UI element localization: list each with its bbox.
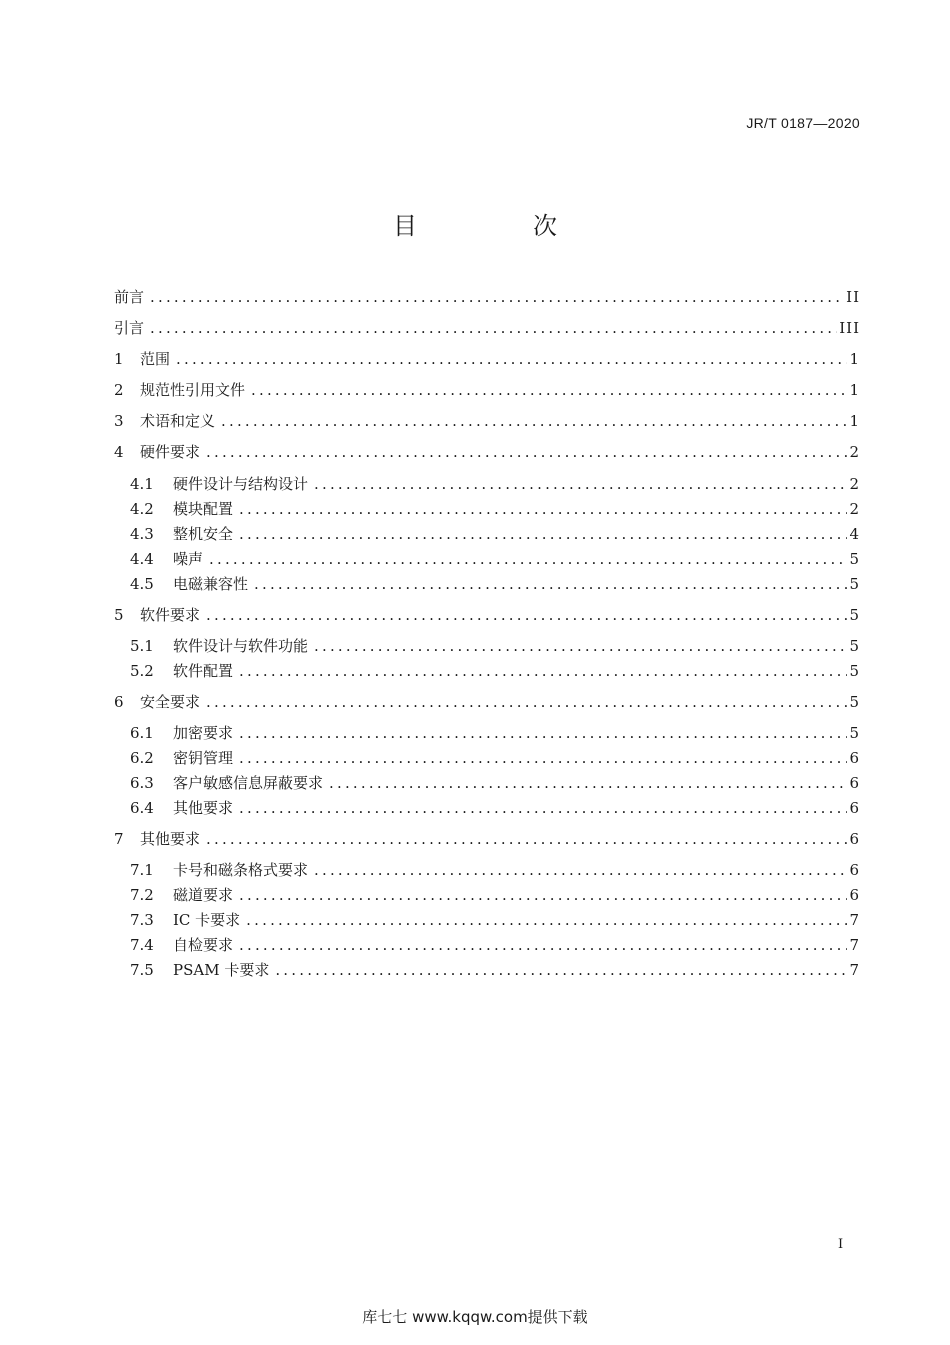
toc-entry-page: 2 [849,443,860,461]
toc-entry-label: 硬件设计与结构设计 [173,475,309,493]
page-number: I [838,1237,844,1252]
dot-leader [275,959,847,981]
toc-entry-number: 7.4 [130,936,154,954]
toc-entry-number: 2 [114,381,124,399]
dot-leader [239,722,847,744]
toc-entry[interactable] [130,797,860,819]
toc-entry[interactable] [130,573,860,595]
toc-entry-number: 6.4 [130,799,154,817]
toc-entry[interactable] [114,317,860,339]
toc-entry-number: 6.3 [130,774,154,792]
toc-entry-page: 7 [849,961,860,979]
toc-entry[interactable] [114,441,860,463]
toc-entry[interactable] [130,635,860,657]
toc-entry-page: 5 [849,693,860,711]
download-footer: 库七七 www.kqqw.com提供下载 [362,1308,588,1326]
toc-entry[interactable] [114,348,860,370]
dot-leader [239,797,847,819]
toc-entry-label: 磁道要求 [173,886,234,904]
toc-entry-number: 5 [114,606,124,624]
dot-leader [239,934,847,956]
toc-entry-number: 4.3 [130,525,154,543]
toc-entry[interactable] [130,660,860,682]
toc-entry-label: 模块配置 [173,500,234,518]
toc-entry-number: 7 [114,830,124,848]
toc-entry-page: 7 [849,911,860,929]
toc-entry[interactable] [130,548,860,570]
toc-entry[interactable] [130,772,860,794]
toc-entry-number: 7.1 [130,861,154,879]
toc-entry-number: 4.5 [130,575,154,593]
toc-entry[interactable] [114,604,860,626]
dot-leader [314,859,847,881]
dot-leader [239,884,847,906]
toc-entry[interactable] [130,747,860,769]
dot-leader [239,523,847,545]
toc-entry-number: 4.4 [130,550,154,568]
toc-entry-label: 术语和定义 [140,412,216,430]
toc-entry-label: 范围 [140,350,171,368]
toc-entry-label: 加密要求 [173,724,234,742]
dot-leader [209,548,847,570]
toc-entry-page: III [839,319,860,337]
toc-entry-number: 6.2 [130,749,154,767]
dot-leader [150,317,837,339]
toc-entry-page: 6 [849,830,860,848]
dot-leader [314,635,847,657]
dot-leader [239,660,847,682]
toc-entry-number: 4 [114,443,124,461]
toc-entry-label: 硬件要求 [140,443,201,461]
dot-leader [329,772,847,794]
toc-entry-number: 5.1 [130,637,154,655]
toc-entry-label: 整机安全 [173,525,234,543]
toc-entry-number: 3 [114,412,124,430]
toc-entry-number: 7.3 [130,911,154,929]
toc-entry[interactable] [130,959,860,981]
toc-entry-page: 5 [849,724,860,742]
dot-leader [176,348,847,370]
toc-entry-label: 电磁兼容性 [173,575,249,593]
toc-entry-number: 7.2 [130,886,154,904]
toc-entry-label: PSAM 卡要求 [173,961,270,979]
page-title: 目 次 [393,212,603,240]
toc-entry[interactable] [130,473,860,495]
toc-entry-page: 1 [849,381,860,399]
toc-entry[interactable] [114,286,860,308]
toc-entry[interactable] [130,909,860,931]
toc-entry-label: 前言 [114,288,145,306]
toc-entry-page: 1 [849,412,860,430]
toc-entry-page: 5 [849,637,860,655]
toc-entry[interactable] [114,691,860,713]
toc-entry-label: 规范性引用文件 [140,381,246,399]
toc-entry-page: 2 [849,500,860,518]
dot-leader [150,286,844,308]
toc-entry-label: IC 卡要求 [173,911,241,929]
toc-entry-page: 7 [849,936,860,954]
standard-code: JR/T 0187—2020 [746,115,860,131]
toc-entry-label: 卡号和磁条格式要求 [173,861,309,879]
toc-entry-page: 5 [849,606,860,624]
dot-leader [254,573,847,595]
table-of-contents [114,0,860,1000]
toc-entry-label: 其他要求 [173,799,234,817]
toc-entry-label: 引言 [114,319,145,337]
toc-entry[interactable] [114,410,860,432]
dot-leader [206,441,847,463]
toc-entry-page: 2 [849,475,860,493]
dot-leader [246,909,847,931]
toc-entry-label: 客户敏感信息屏蔽要求 [173,774,324,792]
toc-entry[interactable] [130,523,860,545]
toc-entry-page: 5 [849,575,860,593]
dot-leader [206,691,847,713]
toc-entry-label: 软件设计与软件功能 [173,637,309,655]
toc-entry[interactable] [130,498,860,520]
dot-leader [206,828,847,850]
toc-entry-page: 6 [849,749,860,767]
toc-entry-label: 噪声 [173,550,204,568]
toc-entry[interactable] [114,379,860,401]
dot-leader [314,473,847,495]
toc-entry-label: 安全要求 [140,693,201,711]
toc-entry-page: 4 [849,525,860,543]
toc-entry-label: 软件要求 [140,606,201,624]
toc-entry-page: 5 [849,662,860,680]
dot-leader [251,379,847,401]
dot-leader [239,747,847,769]
toc-entry-label: 其他要求 [140,830,201,848]
dot-leader [206,604,847,626]
toc-entry[interactable] [130,722,860,744]
toc-entry-number: 4.1 [130,475,154,493]
toc-entry[interactable] [130,884,860,906]
toc-entry-page: 1 [849,350,860,368]
dot-leader [221,410,847,432]
toc-entry-number: 6.1 [130,724,154,742]
toc-entry-page: II [846,288,860,306]
toc-entry-page: 6 [849,886,860,904]
toc-entry-label: 软件配置 [173,662,234,680]
dot-leader [239,498,847,520]
toc-entry-number: 4.2 [130,500,154,518]
toc-entry-number: 1 [114,350,124,368]
toc-entry-label: 自检要求 [173,936,234,954]
toc-entry-number: 7.5 [130,961,154,979]
toc-entry-page: 5 [849,550,860,568]
toc-entry-label: 密钥管理 [173,749,234,767]
toc-entry-page: 6 [849,861,860,879]
toc-entry-number: 5.2 [130,662,154,680]
toc-entry-page: 6 [849,774,860,792]
toc-entry[interactable] [130,859,860,881]
toc-entry[interactable] [130,934,860,956]
toc-entry[interactable] [114,828,860,850]
toc-entry-page: 6 [849,799,860,817]
toc-entry-number: 6 [114,693,124,711]
